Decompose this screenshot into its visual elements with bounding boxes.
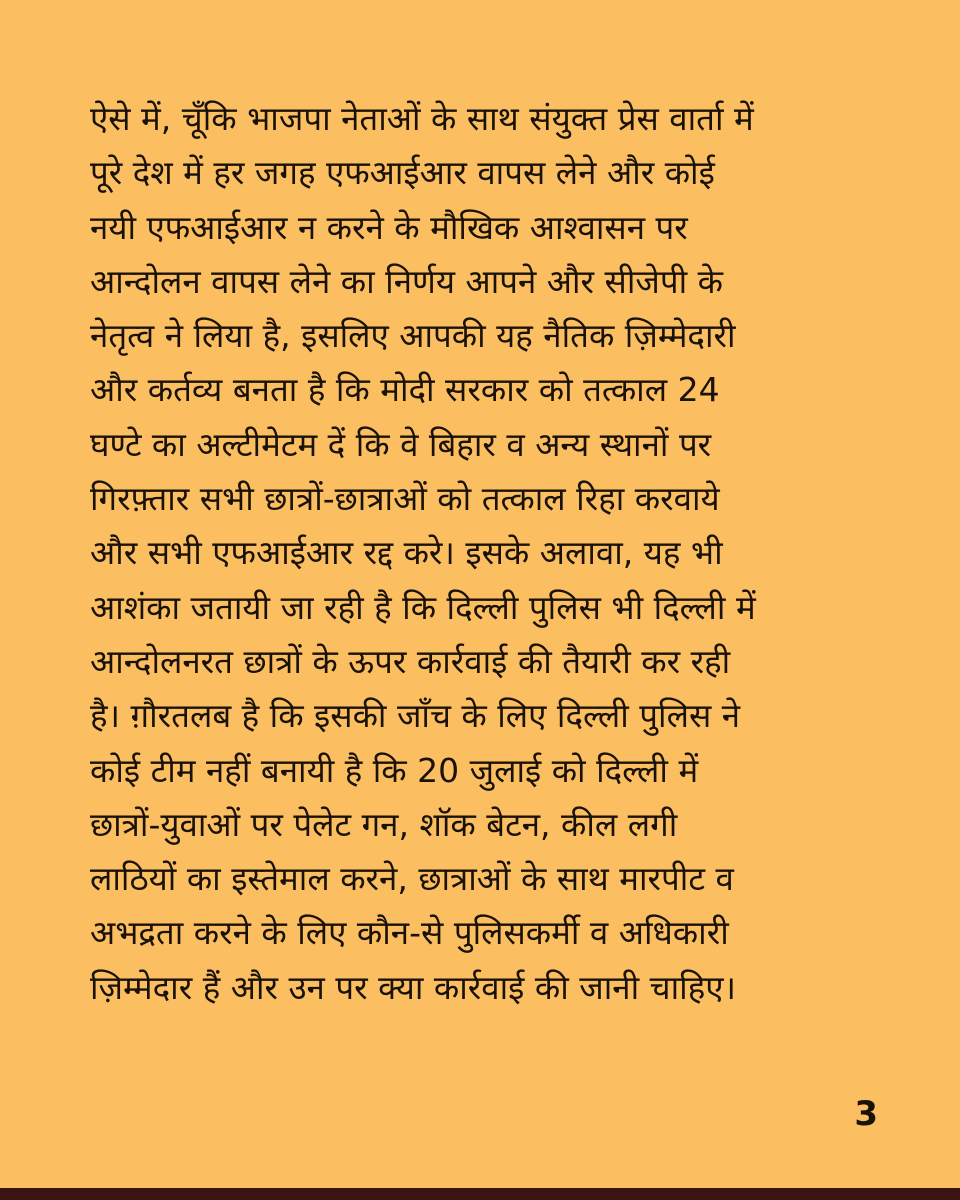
paragraph-line: है। ग़ौरतलब है कि इसकी जाँच के लिए दिल्ली पुलिस ने	[90, 696, 741, 736]
paragraph-line: आशंका जतायी जा रही है कि दिल्ली पुलिस भी दिल्ली में	[90, 587, 756, 627]
paragraph-line: घण्टे का अल्टीमेटम दें कि वे बिहार व अन्य स्थानों पर	[90, 424, 712, 464]
paragraph-line: गिरफ़्तार सभी छात्रों-छात्राओं को तत्काल रिहा करवाये	[90, 479, 720, 519]
paragraph-line: आन्दोलन वापस लेने का निर्णय आपने और सीजेपी के	[90, 261, 724, 301]
page-number: 3	[854, 1094, 878, 1134]
paragraph-line: और सभी एफआईआर रद्द करे। इसके अलावा, यह भी	[90, 533, 723, 573]
body-paragraph	[90, 92, 870, 1015]
paragraph-line: नेतृत्व ने लिया है, इसलिए आपकी यह नैतिक ज़िम्मेदारी	[90, 316, 736, 356]
paragraph-line: छात्रों-युवाओं पर पेलेट गन, शॉक बेटन, कील लगी	[90, 804, 678, 844]
bottom-border	[0, 1188, 960, 1200]
paragraph-line: और कर्तव्य बनता है कि मोदी सरकार को तत्काल 24	[90, 370, 720, 410]
paragraph-line: लाठियों का इस्तेमाल करने, छात्राओं के साथ मारपीट व	[90, 859, 734, 899]
paragraph-line: कोई टीम नहीं बनायी है कि 20 जुलाई को दिल्ली में	[90, 750, 699, 790]
paragraph-line: आन्दोलनरत छात्रों के ऊपर कार्रवाई की तैयारी कर रही	[90, 641, 731, 681]
paragraph-line: अभद्रता करने के लिए कौन-से पुलिसकर्मी व अधिकारी	[90, 913, 729, 953]
paragraph-line: ज़िम्मेदार हैं और उन पर क्या कार्रवाई की जानी चाहिए।	[90, 967, 736, 1007]
paragraph-line: नयी एफआईआर न करने के मौखिक आश्वासन पर	[90, 207, 688, 247]
paragraph-line: ऐसे में, चूँकि भाजपा नेताओं के साथ संयुक्त प्रेस वार्ता में	[90, 99, 754, 138]
paragraph-line: पूरे देश में हर जगह एफआईआर वापस लेने और कोई	[90, 153, 715, 193]
